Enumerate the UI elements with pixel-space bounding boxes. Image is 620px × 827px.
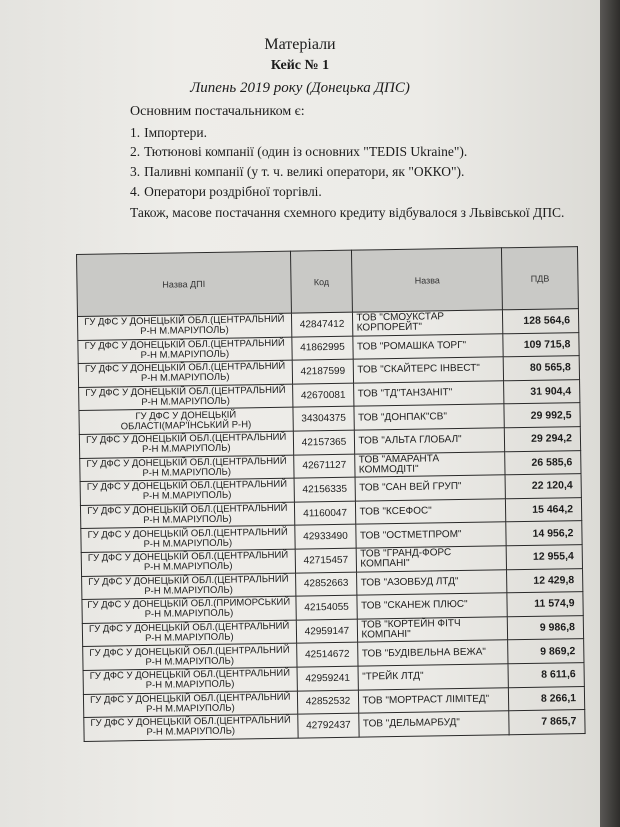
dps-cell: ГУ ДФС У ДОНЕЦЬКІЙ ОБЛ.(ЦЕНТРАЛЬНИЙ Р-Н М.МАРІУПОЛЬ)	[81, 549, 295, 576]
code-cell: 42670081	[292, 383, 354, 408]
dps-cell: ГУ ДФС У ДОНЕЦЬКІЙ ОБЛ.(ЦЕНТРАЛЬНИЙ Р-Н М.МАРІУПОЛЬ)	[82, 620, 296, 647]
additional-note: Також, масове постачання схемного кредиту відбувалося з Львівської ДПС.	[130, 205, 565, 220]
vat-cell: 14 956,2	[506, 521, 582, 546]
dps-cell: ГУ ДФС У ДОНЕЦЬКІЙ ОБЛ.(ЦЕНТРАЛЬНИЙ Р-Н М.МАРІУПОЛЬ)	[80, 502, 294, 529]
table-body	[77, 309, 585, 742]
vat-cell: 9 869,2	[508, 639, 584, 664]
company-name-cell: ТОВ "ДЕЛЬМАРБУД"	[359, 711, 509, 737]
vat-cell: 26 585,6	[505, 450, 581, 475]
vat-cell: 15 464,2	[506, 497, 582, 522]
supplier-text: Імпортери.	[144, 125, 207, 140]
vat-table	[76, 246, 586, 742]
dps-cell: ГУ ДФС У ДОНЕЦЬКІЙ ОБЛ.(ЦЕНТРАЛЬНИЙ Р-Н М.МАРІУПОЛЬ)	[82, 573, 296, 600]
code-cell: 42154055	[295, 595, 357, 620]
code-cell: 42959147	[296, 619, 358, 644]
company-name-cell: ТОВ "ДОНПАК"СВ"	[354, 404, 504, 430]
supplier-item	[130, 125, 211, 141]
company-name-cell: ТОВ "ОСТМЕТПРОМ"	[356, 522, 506, 548]
company-name-cell: ТОВ "СКАЙТЕРС ІНВЕСТ"	[354, 357, 504, 383]
dps-cell: ГУ ДФС У ДОНЕЦЬКІЙ ОБЛ.(ЦЕНТРАЛЬНИЙ Р-Н М.МАРІУПОЛЬ)	[78, 337, 292, 364]
company-name-cell: ТОВ "СМОУКСТАР КОРПОРЕЙТ"	[353, 310, 503, 336]
supplier-text: Тютюнові компанії (один із основних "TEDIS Ukraine").	[144, 144, 468, 159]
dps-cell: ГУ ДФС У ДОНЕЦЬКІЙ ОБЛАСТІ(МАР'ЇНСЬКИЙ Р-Н)	[79, 407, 293, 434]
document-title: Матеріали	[264, 36, 336, 53]
code-cell: 42187599	[292, 359, 354, 384]
vat-cell: 12 955,4	[506, 545, 582, 570]
company-name-cell: "ТРЕЙК ЛТД"	[358, 664, 508, 690]
vat-cell: 109 715,8	[503, 332, 579, 357]
supplier-number: 2.	[130, 144, 141, 159]
company-name-cell: ТОВ "КСЕФОС"	[356, 499, 506, 525]
code-cell: 42959241	[297, 666, 359, 691]
supplier-number: 3.	[130, 164, 141, 179]
dps-cell: ГУ ДФС У ДОНЕЦЬКІЙ ОБЛ.(ЦЕНТРАЛЬНИЙ Р-Н М.МАРІУПОЛЬ)	[80, 455, 294, 482]
vat-cell: 9 986,8	[507, 615, 583, 640]
supplier-number: 4.	[130, 184, 141, 199]
code-cell: 42671127	[293, 454, 355, 479]
vat-cell: 8 611,6	[508, 662, 584, 687]
vat-cell: 29 294,2	[504, 427, 580, 452]
vat-table-wrapper	[76, 246, 586, 742]
code-cell: 41160047	[294, 501, 356, 526]
supplier-number: 1.	[130, 125, 141, 140]
vat-cell: 11 574,9	[507, 592, 583, 617]
code-cell: 42933490	[294, 524, 356, 549]
code-cell: 42156335	[294, 477, 356, 502]
code-cell: 42792437	[297, 713, 359, 738]
header-code: Код	[290, 250, 353, 313]
dps-cell: ГУ ДФС У ДОНЕЦЬКІЙ ОБЛ.(ЦЕНТРАЛЬНИЙ Р-Н М.МАРІУПОЛЬ)	[83, 643, 297, 670]
dps-cell: ГУ ДФС У ДОНЕЦЬКІЙ ОБЛ.(ЦЕНТРАЛЬНИЙ Р-Н М.МАРІУПОЛЬ)	[83, 667, 297, 694]
dps-cell: ГУ ДФС У ДОНЕЦЬКІЙ ОБЛ.(ЦЕНТРАЛЬНИЙ Р-Н М.МАРІУПОЛЬ)	[77, 313, 291, 340]
company-name-cell: ТОВ "ГРАНД-ФОРС КОМПАНІ"	[357, 546, 507, 572]
dps-cell: ГУ ДФС У ДОНЕЦЬКІЙ ОБЛ.(ЦЕНТРАЛЬНИЙ Р-Н М.МАРІУПОЛЬ)	[81, 525, 295, 552]
vat-cell: 29 992,5	[504, 403, 580, 428]
company-name-cell: ТОВ "САН ВЕЙ ГРУП"	[356, 475, 506, 501]
company-name-cell: ТОВ "ТД"ТАНЗАНІТ"	[354, 381, 504, 407]
company-name-cell: ТОВ "КОРТЕЙН ФІТЧ КОМПАНІ"	[358, 616, 508, 642]
header-dps: Назва ДПІ	[77, 251, 291, 316]
dps-cell: ГУ ДФС У ДОНЕЦЬКІЙ ОБЛ.(ЦЕНТРАЛЬНИЙ Р-Н М.МАРІУПОЛЬ)	[79, 384, 293, 411]
header-name: Назва	[352, 248, 503, 312]
supplier-text: Паливні компанії (у т. ч. великі оператори, як "ОККО").	[144, 164, 465, 179]
dps-cell: ГУ ДФС У ДОНЕЦЬКІЙ ОБЛ.(ЦЕНТРАЛЬНИЙ Р-Н М.МАРІУПОЛЬ)	[80, 478, 294, 505]
vat-cell: 31 904,4	[504, 379, 580, 404]
code-cell: 42514672	[296, 642, 358, 667]
code-cell: 41862995	[291, 336, 353, 361]
company-name-cell: ТОВ "АМАРАНТА КОММОДІТІ"	[355, 451, 505, 477]
company-name-cell: ТОВ "БУДІВЕЛЬНА ВЕЖА"	[358, 640, 508, 666]
vat-cell: 8 266,1	[509, 686, 585, 711]
supplier-item	[130, 164, 468, 180]
header-vat: ПДВ	[502, 247, 579, 310]
company-name-cell: ТОВ "АЗОВБУД ЛТД"	[357, 569, 507, 595]
code-cell: 42852532	[297, 690, 359, 715]
vat-cell: 22 120,4	[505, 474, 581, 499]
company-name-cell: ТОВ "АЛЬТА ГЛОБАЛ"	[355, 428, 505, 454]
dps-cell: ГУ ДФС У ДОНЕЦЬКІЙ ОБЛ.(ЦЕНТРАЛЬНИЙ Р-Н М.МАРІУПОЛЬ)	[83, 691, 297, 718]
table-header-row	[77, 247, 579, 317]
intro-text: Основним постачальником є:	[130, 104, 305, 119]
vat-cell: 80 565,8	[503, 356, 579, 381]
vat-cell: 128 564,6	[503, 309, 579, 334]
code-cell: 42157365	[293, 430, 355, 455]
vat-cell: 12 429,8	[507, 568, 583, 593]
code-cell: 42847412	[291, 312, 353, 337]
company-name-cell: ТОВ "СКАНЕЖ ПЛЮС"	[357, 593, 507, 619]
supplier-item	[130, 184, 326, 200]
company-name-cell: ТОВ "РОМАШКА ТОРГ"	[353, 333, 503, 359]
dps-cell: ГУ ДФС У ДОНЕЦЬКІЙ ОБЛ.(ЦЕНТРАЛЬНИЙ Р-Н М.МАРІУПОЛЬ)	[79, 431, 293, 458]
code-cell: 42852663	[295, 572, 357, 597]
background-edge	[600, 0, 620, 827]
dps-cell: ГУ ДФС У ДОНЕЦЬКІЙ ОБЛ.(ЦЕНТРАЛЬНИЙ Р-Н М.МАРІУПОЛЬ)	[78, 360, 292, 387]
period-subtitle: Липень 2019 року (Донецька ДПС)	[190, 80, 410, 96]
dps-cell: ГУ ДФС У ДОНЕЦЬКІЙ ОБЛ.(ПРИМОРСЬКИЙ Р-Н М.МАРІУПОЛЬ)	[82, 596, 296, 623]
supplier-text: Оператори роздрібної торгівлі.	[144, 184, 322, 199]
vat-cell: 7 865,7	[509, 710, 585, 735]
code-cell: 34304375	[292, 407, 354, 432]
code-cell: 42715457	[295, 548, 357, 573]
dps-cell: ГУ ДФС У ДОНЕЦЬКІЙ ОБЛ.(ЦЕНТРАЛЬНИЙ Р-Н М.МАРІУПОЛЬ)	[84, 714, 298, 741]
company-name-cell: ТОВ "МОРТРАСТ ЛІМІТЕД"	[359, 687, 509, 713]
case-number: Кейс № 1	[270, 58, 330, 73]
supplier-item	[130, 144, 471, 160]
